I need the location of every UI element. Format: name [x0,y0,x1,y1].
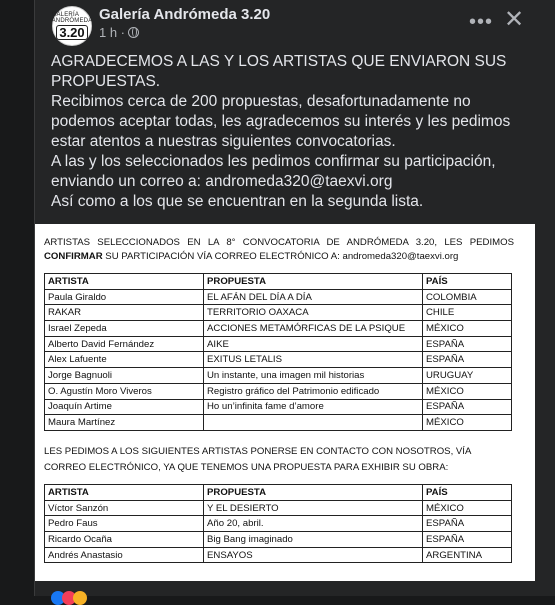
post-text-line: Así como a los que se encuentran en la segunda lista. [51,193,424,210]
table-row [45,399,512,415]
cell-propuesta: TERRITORIO OAXACA [204,305,423,321]
cell-pais: MÉXICO [423,500,512,516]
cell-artista: RAKAR [45,305,204,321]
avatar-small-text: GALERÍA ANDRÓMEDA [51,12,93,24]
cell-pais: ESPAÑA [423,532,512,548]
globe-icon [128,27,139,38]
cell-propuesta: Registro gráfico del Patrimonio edificado [204,383,423,399]
header-pais: PAÍS [423,485,512,501]
image-contact-text: LES PEDIMOS A LOS SIGUIENTES ARTISTAS PONERSE EN CONTACTO CON NOSOTROS, VÍA CORREO ELECTRÓNICO, YA QUE TENEMOS UNA PROPUESTA PARA EXHIBIR SU OBRA: [44,446,471,473]
cell-artista: Jorge Bagnuoli [45,368,204,384]
cell-artista: Ricardo Ocaña [45,532,204,548]
cell-pais: MÉXICO [423,415,512,431]
table-row [45,305,512,321]
cell-pais: URUGUAY [423,368,512,384]
post-text-line: Recibimos cerca de 200 propuestas, desafortunadamente no podemos aceptar todas, les agradecemos su interés y les pedimos estar atentos a nuestras siguientes convocatorias. [51,93,511,150]
header-propuesta: PROPUESTA [204,274,423,290]
cell-pais: ESPAÑA [423,336,512,352]
table-row [45,383,512,399]
post-text-line: AGRADECEMOS A LAS Y LOS ARTISTAS QUE ENVIARON SUS PROPUESTAS. [51,53,507,90]
post-time[interactable]: 1 h · [99,25,126,40]
table-row [45,500,512,516]
post-meta [99,25,139,40]
post-text-line: A las y los seleccionados les pedimos confirmar su participación, enviando un correo a: andromeda320@taexvi.org [51,153,496,190]
intro-text-confirm: CONFIRMAR [44,251,103,262]
cell-propuesta: ACCIONES METAMÓRFICAS DE LA PSIQUE [204,321,423,337]
cell-artista: Víctor Sanzón [45,500,204,516]
cell-propuesta: ENSAYOS [204,547,423,563]
cell-artista: Alberto David Fernández [45,336,204,352]
cell-propuesta: EL AFÁN DEL DÍA A DÍA [204,289,423,305]
page-name-link[interactable]: Galería Andrómeda 3.20 [99,6,271,23]
cell-propuesta: Y EL DESIERTO [204,500,423,516]
table-row [45,516,512,532]
table-row [45,532,512,548]
table-header-row [45,274,512,290]
header-propuesta: PROPUESTA [204,485,423,501]
cell-pais: COLOMBIA [423,289,512,305]
cell-artista: Maura Martínez [45,415,204,431]
cell-artista: O. Agustín Moro Viveros [45,383,204,399]
header-artista: ARTISTA [45,485,204,501]
cell-pais: ESPAÑA [423,352,512,368]
cell-pais: ESPAÑA [423,399,512,415]
table-header-row [45,485,512,501]
care-reaction-icon [73,591,87,605]
post-card [34,0,555,596]
cell-artista: Israel Zepeda [45,321,204,337]
cell-propuesta: Un instante, una imagen mil historias [204,368,423,384]
cell-pais: MÉXICO [423,383,512,399]
post-image[interactable] [35,224,535,581]
cell-artista: Andrés Anastasio [45,547,204,563]
header-pais: PAÍS [423,274,512,290]
cell-propuesta [204,415,423,431]
avatar-big-text: 3.20 [56,25,87,40]
cell-propuesta: Año 20, abril. [204,516,423,532]
cell-propuesta: EXITUS LETALIS [204,352,423,368]
table-row [45,368,512,384]
table-row [45,415,512,431]
cell-pais: ARGENTINA [423,547,512,563]
cell-artista: Paula Giraldo [45,289,204,305]
table-row [45,336,512,352]
image-intro-text [44,236,514,264]
header-artista: ARTISTA [45,274,204,290]
cell-artista: Joaquín Artime [45,399,204,415]
intro-text-a: ARTISTAS SELECCIONADOS EN LA 8° CONVOCATORIA DE ANDRÓMEDA 3.20, LES PEDIMOS [44,237,514,248]
more-options-button[interactable]: ••• [469,11,494,33]
cell-propuesta: Ho un’infinita fame d’amore [204,399,423,415]
cell-propuesta: AIKE [204,336,423,352]
contact-artists-table [44,484,512,563]
cell-artista: Alex Lafuente [45,352,204,368]
table-row [45,547,512,563]
post-text [51,52,521,212]
cell-pais: MÉXICO [423,321,512,337]
close-button[interactable]: ✕ [504,6,525,33]
cell-artista: Pedro Faus [45,516,204,532]
post-header [52,6,555,46]
page-avatar[interactable] [52,6,92,46]
table-row [45,321,512,337]
table-row [45,289,512,305]
table-row [45,352,512,368]
cell-propuesta: Big Bang imaginado [204,532,423,548]
cell-pais: ESPAÑA [423,516,512,532]
intro-text-c: SU PARTICIPACIÓN VÍA CORREO ELECTRÓNICO A: andromeda320@taexvi.org [102,251,459,262]
selected-artists-table [44,273,512,431]
reactions-summary[interactable] [51,591,84,605]
cell-pais: CHILE [423,305,512,321]
